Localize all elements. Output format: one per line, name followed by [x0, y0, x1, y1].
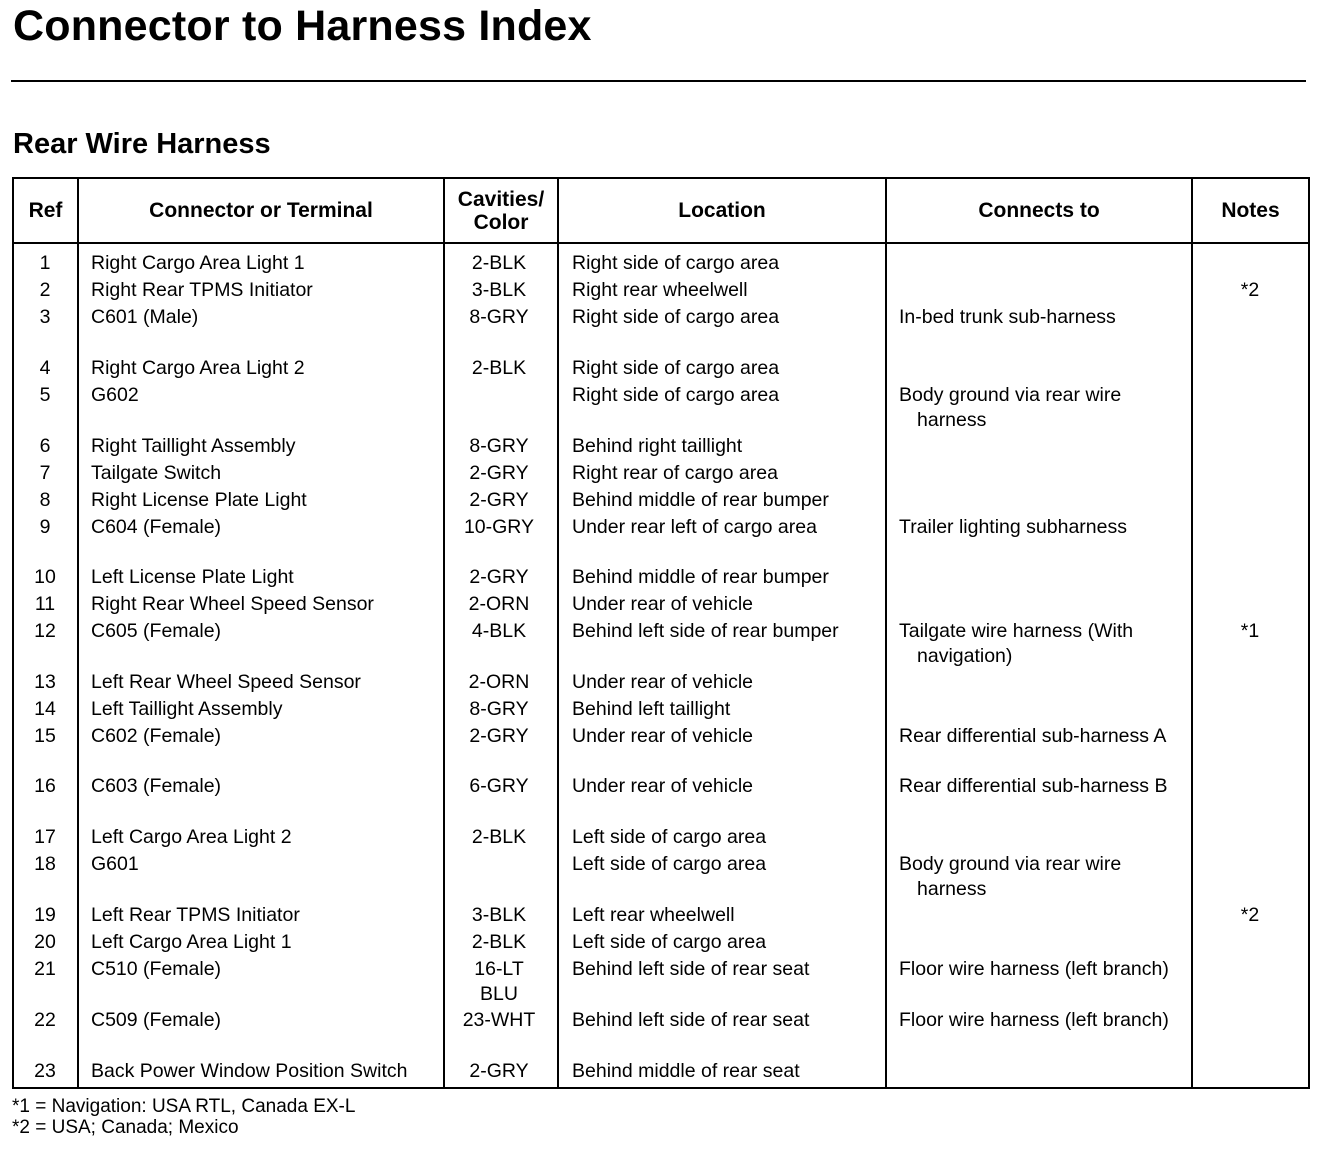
- row-ref: 10: [34, 566, 56, 588]
- row-connector: Left License Plate Light: [91, 566, 294, 588]
- row-location: Behind left side of rear bumper: [572, 620, 839, 642]
- row-ref: 3: [39, 306, 51, 328]
- row-cavities: [443, 278, 555, 303]
- row-ref: 18: [34, 853, 56, 875]
- section-title: Rear Wire Harness: [13, 128, 271, 160]
- row-cavities-line1: 2-GRY: [469, 566, 529, 588]
- row-cavities-line1: 8-GRY: [469, 435, 529, 457]
- row-connector: C602 (Female): [91, 725, 222, 747]
- row-connector: Back Power Window Position Switch: [91, 1060, 408, 1082]
- row-connector: Left Cargo Area Light 1: [91, 931, 292, 953]
- row-connector: G601: [91, 853, 139, 875]
- row-location: Behind middle of rear bumper: [572, 566, 829, 588]
- row-connects-to: [899, 383, 1121, 432]
- row-location: Right side of cargo area: [572, 357, 780, 379]
- row-ref: 22: [34, 1009, 56, 1031]
- row-connects-to-line2: navigation): [917, 644, 1013, 667]
- header-cavities-line1: Cavities/: [457, 187, 545, 211]
- row-ref: 21: [34, 958, 56, 980]
- row-ref: 7: [39, 462, 51, 484]
- row-ref: 20: [34, 931, 56, 953]
- row-connector: Right License Plate Light: [91, 489, 307, 511]
- row-ref: 12: [34, 620, 56, 642]
- row-connector: C605 (Female): [91, 620, 222, 642]
- row-cavities: [443, 903, 555, 928]
- row-connector: Right Rear Wheel Speed Sensor: [91, 593, 374, 615]
- row-cavities-line1: 8-GRY: [469, 698, 529, 720]
- row-connects-to-line2: harness: [917, 408, 987, 431]
- row-connector: Right Cargo Area Light 1: [91, 252, 305, 274]
- row-cavities: [443, 356, 555, 381]
- row-cavities-line1: 2-GRY: [469, 725, 529, 747]
- row-notes: *2: [1240, 904, 1260, 926]
- row-connector: C601 (Male): [91, 306, 199, 328]
- row-connector: G602: [91, 384, 139, 406]
- row-connector: Right Cargo Area Light 2: [91, 357, 305, 379]
- row-location: Under rear of vehicle: [572, 593, 754, 615]
- row-connects-to: [899, 957, 1169, 982]
- row-cavities-line1: 6-GRY: [469, 775, 529, 797]
- row-cavities: [443, 1008, 555, 1033]
- row-cavities: [443, 724, 555, 749]
- row-cavities: [443, 461, 555, 486]
- row-location: Under rear of vehicle: [572, 725, 754, 747]
- row-cavities: [443, 670, 555, 695]
- row-location: Behind middle of rear bumper: [572, 489, 829, 511]
- row-ref: 17: [34, 826, 56, 848]
- row-location: Left side of cargo area: [572, 826, 767, 848]
- row-ref: 15: [34, 725, 56, 747]
- row-connects-to-line1: Body ground via rear wire: [899, 853, 1122, 875]
- row-ref: 11: [34, 593, 56, 615]
- row-cavities-line1: 2-BLK: [471, 357, 527, 379]
- row-connector: Left Rear TPMS Initiator: [91, 904, 300, 926]
- row-cavities-line1: 2-GRY: [469, 489, 529, 511]
- row-connector: C509 (Female): [91, 1009, 222, 1031]
- row-ref: 13: [34, 671, 56, 693]
- row-cavities-line1: 3-BLK: [471, 904, 527, 926]
- row-connector: C604 (Female): [91, 516, 222, 538]
- row-notes: *1: [1240, 620, 1260, 642]
- row-connects-to-line1: Rear differential sub-harness A: [899, 725, 1167, 747]
- row-connector: Right Rear TPMS Initiator: [91, 279, 313, 301]
- row-location: Behind left side of rear seat: [572, 1009, 810, 1031]
- row-cavities: [443, 305, 555, 330]
- row-ref: 19: [34, 904, 56, 926]
- row-cavities: [443, 1059, 555, 1084]
- row-location: Behind middle of rear seat: [572, 1060, 800, 1082]
- title-divider: [11, 80, 1306, 82]
- row-location: Under rear of vehicle: [572, 775, 754, 797]
- row-location: Right side of cargo area: [572, 306, 780, 328]
- row-connects-to: [899, 1008, 1169, 1033]
- row-ref: 6: [39, 435, 51, 457]
- header-cavities: [445, 179, 557, 242]
- row-cavities: [443, 251, 555, 276]
- row-location: Right side of cargo area: [572, 384, 780, 406]
- row-connects-to: [899, 852, 1121, 901]
- row-connects-to-line1: Rear differential sub-harness B: [899, 775, 1168, 797]
- footnote-2: *2 = USA; Canada; Mexico: [12, 1117, 239, 1138]
- row-cavities-line1: 10-GRY: [463, 516, 535, 538]
- header-divider: [14, 242, 1308, 244]
- column-divider: [885, 179, 887, 1087]
- row-cavities-line1: 8-GRY: [469, 306, 529, 328]
- row-connector: Left Rear Wheel Speed Sensor: [91, 671, 361, 693]
- row-connector: Right Taillight Assembly: [91, 435, 296, 457]
- row-cavities: [443, 697, 555, 722]
- row-connects-to: [899, 515, 1127, 540]
- row-connector: Left Taillight Assembly: [91, 698, 283, 720]
- row-connects-to: [899, 305, 1116, 330]
- header-ref: Ref: [28, 199, 63, 222]
- row-cavities-line1: 2-GRY: [469, 1060, 529, 1082]
- header-connector: Connector or Terminal: [149, 199, 373, 222]
- row-connects-to: [899, 774, 1167, 799]
- row-connects-to-line2: harness: [917, 877, 987, 900]
- row-location: Under rear left of cargo area: [572, 516, 817, 538]
- row-cavities-line1: 2-ORN: [468, 593, 530, 615]
- row-ref: 8: [39, 489, 51, 511]
- row-location: Under rear of vehicle: [572, 671, 754, 693]
- row-cavities: [443, 619, 555, 644]
- row-location: Left rear wheelwell: [572, 904, 735, 926]
- header-notes: Notes: [1221, 199, 1280, 222]
- row-connects-to: [899, 619, 1133, 668]
- row-cavities: [443, 957, 555, 1006]
- row-location: Behind left taillight: [572, 698, 731, 720]
- header-cavities-line2: Color: [473, 210, 529, 234]
- harness-index-table: [12, 177, 1310, 1089]
- row-location: Right rear wheelwell: [572, 279, 748, 301]
- row-connects-to-line1: Floor wire harness (left branch): [899, 958, 1169, 980]
- row-connects-to-line1: Trailer lighting subharness: [899, 516, 1127, 538]
- row-ref: 14: [34, 698, 56, 720]
- row-location: Behind left side of rear seat: [572, 958, 810, 980]
- row-connects-to: [899, 724, 1166, 749]
- row-cavities-line1: 4-BLK: [471, 620, 527, 642]
- row-connector: Tailgate Switch: [91, 462, 222, 484]
- row-cavities: [443, 488, 555, 513]
- row-ref: 1: [39, 252, 51, 274]
- row-cavities-line1: 16-LT: [474, 958, 524, 980]
- row-cavities-line1: 2-GRY: [469, 462, 529, 484]
- row-location: Behind right taillight: [572, 435, 743, 457]
- row-cavities: [443, 930, 555, 955]
- row-cavities-line1: 2-BLK: [471, 826, 527, 848]
- row-cavities-line1: 2-ORN: [468, 671, 530, 693]
- row-connector: C510 (Female): [91, 958, 222, 980]
- column-divider: [77, 179, 79, 1087]
- row-ref: 4: [39, 357, 51, 379]
- row-cavities: [443, 515, 555, 540]
- page-title: Connector to Harness Index: [13, 2, 592, 50]
- header-location: Location: [678, 199, 766, 222]
- row-notes: *2: [1240, 279, 1260, 301]
- row-location: Right side of cargo area: [572, 252, 780, 274]
- row-connects-to-line1: In-bed trunk sub-harness: [899, 306, 1116, 328]
- row-cavities: [443, 434, 555, 459]
- row-ref: 2: [39, 279, 51, 301]
- row-connector: C603 (Female): [91, 775, 222, 797]
- row-location: Left side of cargo area: [572, 931, 767, 953]
- row-cavities-line1: 3-BLK: [471, 279, 527, 301]
- row-location: Right rear of cargo area: [572, 462, 778, 484]
- row-cavities: [443, 825, 555, 850]
- row-connects-to-line1: Floor wire harness (left branch): [899, 1009, 1169, 1031]
- row-ref: 5: [39, 384, 51, 406]
- row-cavities: [443, 774, 555, 799]
- row-ref: 9: [39, 516, 51, 538]
- footnote-1: *1 = Navigation: USA RTL, Canada EX-L: [12, 1096, 356, 1117]
- row-connector: Left Cargo Area Light 2: [91, 826, 292, 848]
- row-ref: 16: [34, 775, 56, 797]
- row-cavities-line2: BLU: [480, 982, 518, 1005]
- row-location: Left side of cargo area: [572, 853, 767, 875]
- row-ref: 23: [34, 1060, 56, 1082]
- row-cavities-line1: 2-BLK: [471, 252, 527, 274]
- row-connects-to-line1: Body ground via rear wire: [899, 384, 1122, 406]
- column-divider: [557, 179, 559, 1087]
- row-cavities-line1: 2-BLK: [471, 931, 527, 953]
- header-connects-to: Connects to: [978, 199, 1100, 222]
- row-cavities-line1: 23-WHT: [462, 1009, 536, 1031]
- row-cavities: [443, 565, 555, 590]
- row-connects-to-line1: Tailgate wire harness (With: [899, 620, 1134, 642]
- row-cavities: [443, 592, 555, 617]
